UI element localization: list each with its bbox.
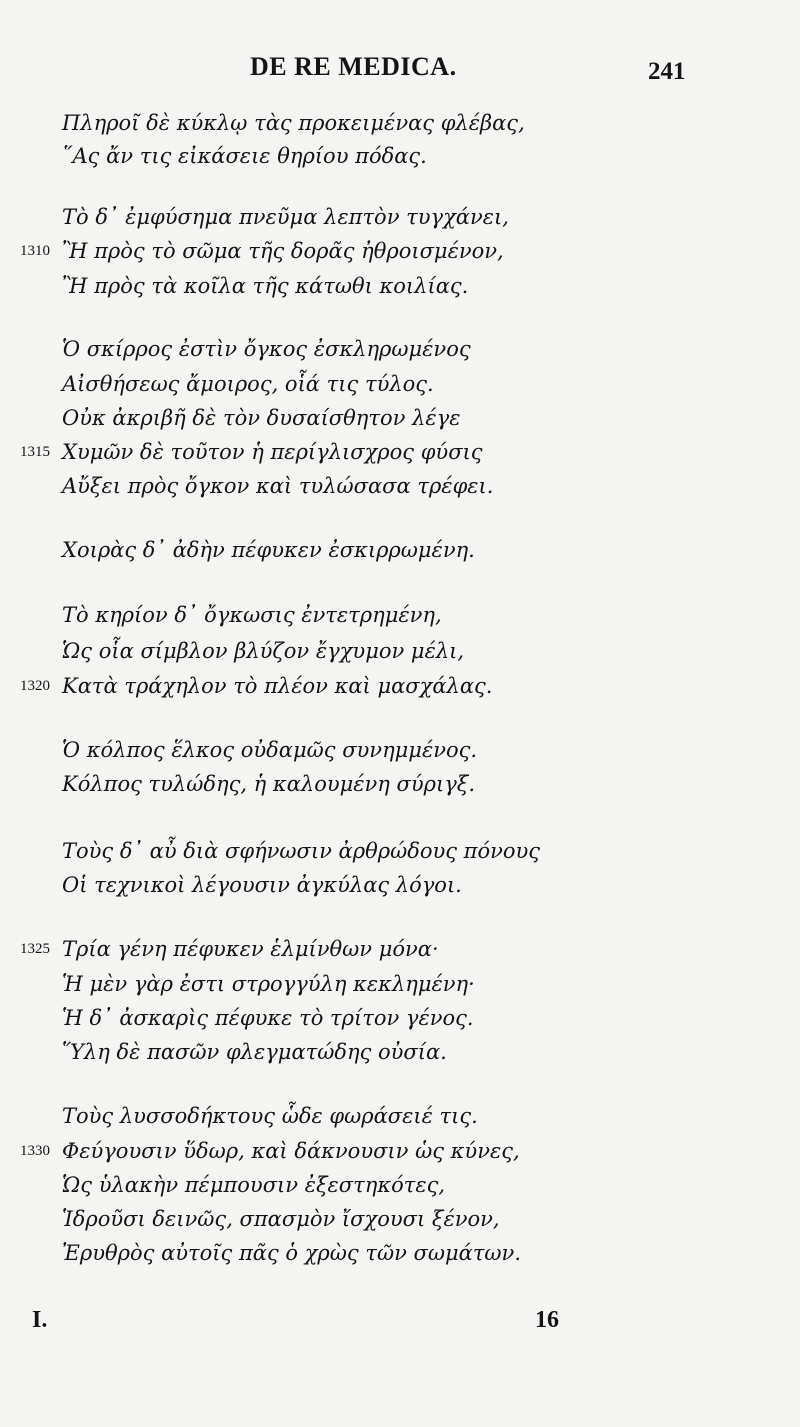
line-number: 1320 [20,678,50,694]
verse-line: Κατὰ τράχηλον τὸ πλέον καὶ μασχάλας. [62,674,493,698]
signature-mark: I. [32,1307,48,1333]
running-title: DE RE MEDICA. [250,52,457,81]
verse-line: Οἱ τεχνικοὶ λέγουσιν ἀγκύλας λόγοι. [62,873,462,897]
verse-line: Χοιρὰς δ᾽ ἀδὴν πέφυκεν ἐσκιρρωμένη. [62,538,475,562]
verse-line: Ὁ σκίρρος ἐστὶν ὄγκος ἐσκληρωμένος [62,337,471,361]
verse-line: Ὡς ὑλακὴν πέμπουσιν ἐξεστηκότες, [62,1173,446,1197]
verse-line: Κόλπος τυλώδης, ἡ καλουμένη σύριγξ. [62,772,476,796]
verse-line: Πληροῖ δὲ κύκλῳ τὰς προκειμένας φλέβας, [62,111,525,135]
verse-line: Τοὺς δ᾽ αὖ διὰ σφήνωσιν ἀρθρώδους πόνους [62,839,541,863]
verse-line: Αὔξει πρὸς ὄγκον καὶ τυλώσασα τρέφει. [62,474,494,498]
verse-line: Ἐρυθρὸς αὐτοῖς πᾶς ὁ χρὼς τῶν σωμάτων. [62,1241,521,1265]
verse-line: Τοὺς λυσσοδήκτους ὧδε φωράσειέ τις. [62,1104,478,1128]
verse-line: Ὡς οἷα σίμβλον βλύζον ἔγχυμον μέλι, [62,639,465,663]
verse-line: Χυμῶν δὲ τοῦτον ἡ περίγλισχρος φύσις [62,440,483,464]
line-number: 1330 [20,1143,50,1159]
verse-line: Τὸ δ᾽ ἐμφύσημα πνεῦμα λεπτὸν τυγχάνει, [62,205,509,229]
verse-line: Ἱδροῦσι δεινῶς, σπασμὸν ἴσχουσι ξένον, [62,1207,500,1231]
verse-line: ῞Ας ἄν τις εἰκάσειε θηρίου πόδας. [62,144,427,168]
line-number: 1325 [20,941,50,957]
verse-line: Ἢ πρὸς τὸ σῶμα τῆς δορᾶς ἠθροισμένον, [62,239,504,263]
verse-line: Τρία γένη πέφυκεν ἑλμίνθων μόνα· [62,937,439,961]
verse-line: Ἡ μὲν γὰρ ἐστι στρογγύλη κεκλημένη· [62,972,475,996]
verse-line: Αἰσθήσεως ἄμοιρος, οἷά τις τύλος. [62,372,434,396]
verse-line: Ἡ δ᾽ ἀσκαρὶς πέφυκε τὸ τρίτον γένος. [62,1006,474,1030]
verse-line: Οὐκ ἀκριβῆ δὲ τὸν δυσαίσθητον λέγε [62,406,461,430]
verse-line: Ὕλη δὲ πασῶν φλεγματώδης οὐσία. [62,1040,447,1064]
line-number: 1315 [20,444,50,460]
verse-line: Φεύγουσιν ὕδωρ, καὶ δάκνουσιν ὡς κύνες, [62,1139,520,1163]
gathering-number: 16 [535,1307,559,1333]
line-number: 1310 [20,243,50,259]
verse-line: Ὁ κόλπος ἕλκος οὐδαμῶς συνημμένος. [62,738,478,762]
page-number: 241 [648,58,686,85]
verse-line: Τὸ κηρίον δ᾽ ὄγκωσις ἐντετρημένη, [62,603,442,627]
verse-line: Ἢ πρὸς τὰ κοῖλα τῆς κάτωθι κοιλίας. [62,274,469,298]
